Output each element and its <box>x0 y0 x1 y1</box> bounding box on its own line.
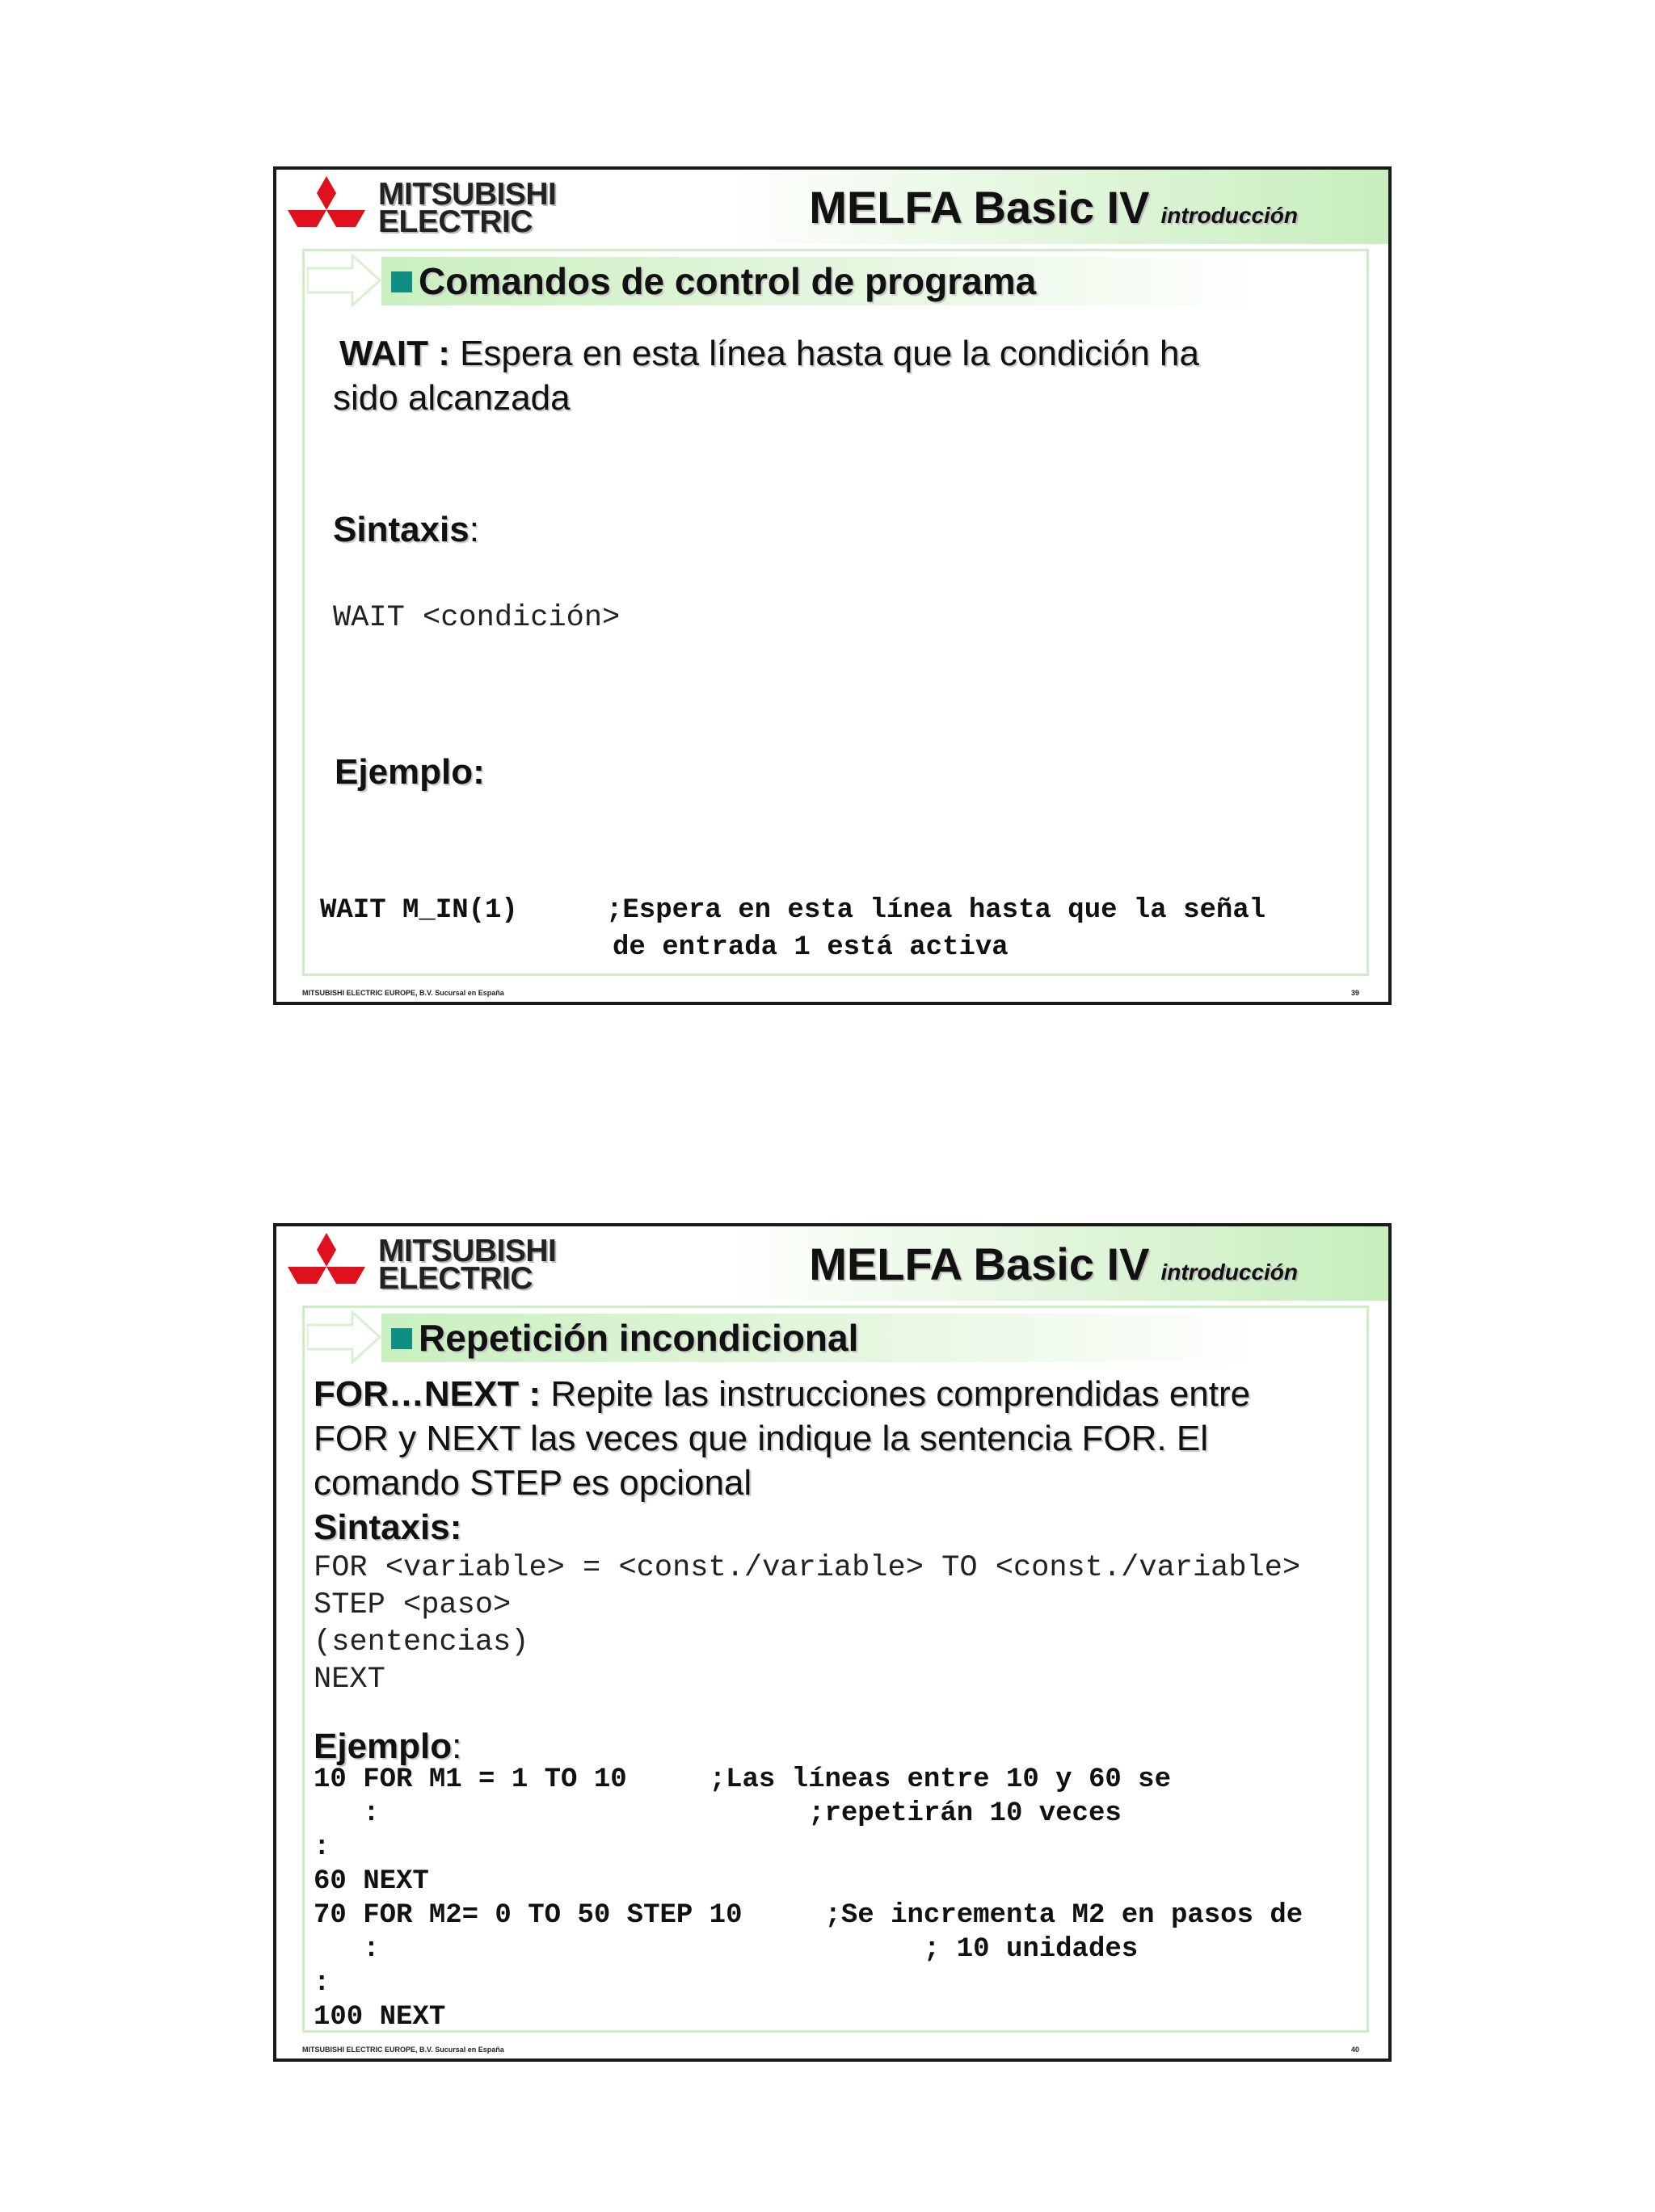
example-line: 100 NEXT <box>314 2002 446 2033</box>
brand-name: MITSUBISHI ELECTRIC <box>378 1234 557 1296</box>
example-line: 10 FOR M1 = 1 TO 10 ;Las líneas entre 10 y 60 se <box>314 1764 1171 1795</box>
page-number: 40 <box>1350 2046 1359 2054</box>
example-label: Ejemplo: <box>335 752 485 792</box>
page-number: 39 <box>1350 989 1359 997</box>
syntax-label: Sintaxis: <box>314 1508 462 1547</box>
example-line: 70 FOR M2= 0 TO 50 STEP 10 ;Se incrementa M2 en pasos de <box>314 1900 1303 1931</box>
brand-name: MITSUBISHI ELECTRIC <box>378 177 557 239</box>
square-bullet-icon <box>391 271 412 292</box>
slide-title: MELFA Basic IV introducción <box>809 1238 1298 1289</box>
syntax-line: FOR <variable> = <const./variable> TO <const./variable> <box>314 1551 1301 1585</box>
arrow-right-icon <box>307 254 381 307</box>
arrow-right-icon <box>307 1310 381 1364</box>
mitsubishi-logo-icon <box>281 1230 372 1301</box>
intro-text-line3: comando STEP es opcional <box>314 1463 752 1503</box>
example-line: : <box>314 1968 331 1999</box>
example-line: : <box>314 1832 331 1863</box>
example-comment-line2: de entrada 1 está activa <box>613 932 1009 963</box>
syntax-line: STEP <paso> <box>314 1588 512 1622</box>
intro-text-line2: FOR y NEXT las veces que indique la sentencia FOR. El <box>314 1419 1209 1458</box>
syntax-label: Sintaxis: <box>333 510 479 549</box>
section-heading: Repetición incondicional <box>419 1317 859 1359</box>
syntax-line: (sentencias) <box>314 1625 529 1659</box>
example-line: : ; 10 unidades <box>314 1934 1139 1965</box>
example-code: WAIT M_IN(1) <box>320 895 518 926</box>
syntax-code: WAIT <condición> <box>333 601 621 635</box>
example-line: 60 NEXT <box>314 1866 429 1897</box>
section-heading: Comandos de control de programa <box>419 260 1037 302</box>
intro-text: WAIT : Espera en esta línea hasta que la condición ha <box>339 334 1199 373</box>
example-comment: ;Espera en esta línea hasta que la señal <box>606 895 1266 926</box>
slide-39 <box>273 166 1392 1005</box>
example-label: Ejemplo: <box>314 1726 462 1766</box>
intro-text: FOR…NEXT : Repite las instrucciones comprendidas entre <box>314 1374 1251 1414</box>
syntax-line: NEXT <box>314 1663 385 1697</box>
example-line: : ;repetirán 10 veces <box>314 1798 1122 1829</box>
slide-40 <box>273 1223 1392 2062</box>
square-bullet-icon <box>391 1328 412 1349</box>
intro-text-line2: sido alcanzada <box>333 378 571 418</box>
footer-company: MITSUBISHI ELECTRIC EUROPE, B.V. Sucursal en España <box>302 2046 504 2054</box>
slide-title: MELFA Basic IV introducción <box>809 182 1298 233</box>
footer-company: MITSUBISHI ELECTRIC EUROPE, B.V. Sucursal en España <box>302 989 504 997</box>
mitsubishi-logo-icon <box>281 173 372 244</box>
